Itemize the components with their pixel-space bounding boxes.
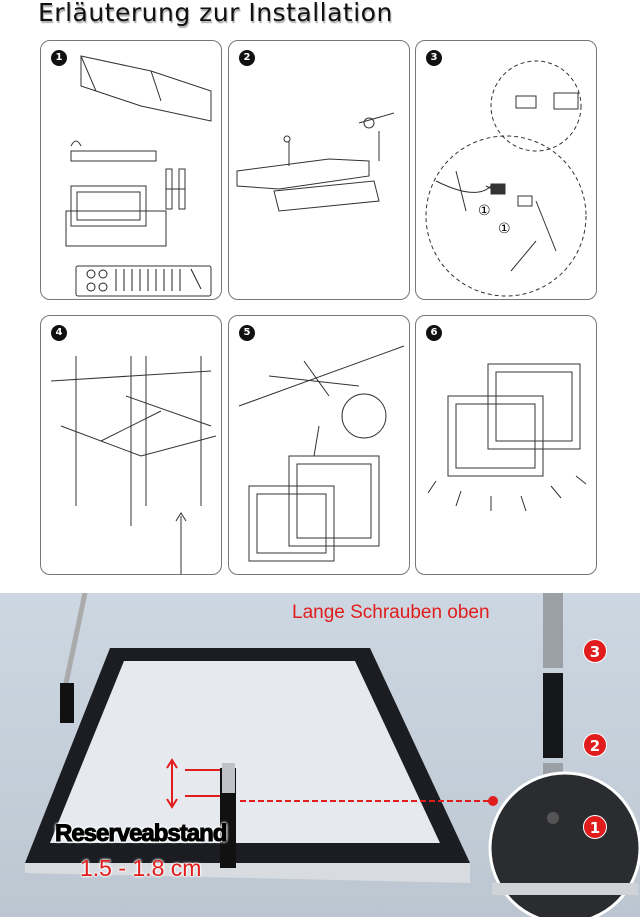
step-panel-5 xyxy=(228,315,410,575)
step-2-illustration xyxy=(229,41,410,300)
marker-3: 3 xyxy=(583,639,607,663)
reserve-distance-range: 1.5 - 1.8 cm xyxy=(80,855,202,881)
marker-2: 2 xyxy=(583,733,607,757)
step-number: 4 xyxy=(51,325,67,341)
reserve-distance-label: Reserveabstand xyxy=(55,820,227,847)
step-6-illustration xyxy=(416,316,597,575)
long-screws-top-label: Lange Schrauben oben xyxy=(292,602,490,623)
step-number: 2 xyxy=(239,50,255,66)
connector-mark: ① xyxy=(478,203,491,219)
step-number: 3 xyxy=(426,50,442,66)
step-panel-1 xyxy=(40,40,222,300)
step-3-illustration xyxy=(416,41,597,300)
step-panel-4 xyxy=(40,315,222,575)
step-4-illustration xyxy=(41,316,222,575)
connector-mark: ① xyxy=(498,221,511,237)
step-panel-2 xyxy=(228,40,410,300)
step-number: 6 xyxy=(426,325,442,341)
step-5-illustration xyxy=(229,316,410,575)
step-panel-3 xyxy=(415,40,597,300)
step-number: 1 xyxy=(51,50,67,66)
step-number: 5 xyxy=(239,325,255,341)
step-panel-6 xyxy=(415,315,597,575)
step-1-illustration xyxy=(41,41,222,300)
marker-1: 1 xyxy=(583,815,607,839)
page-title: Erläuterung zur Installation xyxy=(38,0,393,27)
